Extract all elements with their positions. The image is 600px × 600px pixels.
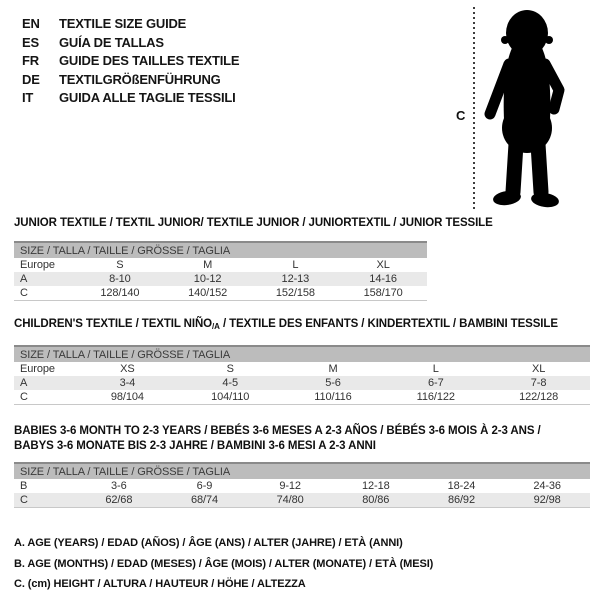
table-row-months: [14, 479, 590, 493]
size-cell: 158/170: [339, 286, 427, 301]
language-row-en: [22, 15, 239, 34]
footnote-height: C. (cm) HEIGHT / ALTURA / HAUTEUR / HÖHE / ALTEZZA: [14, 578, 306, 590]
size-header: SIZE / TALLA / TAILLE / GRÖSSE / TAGLIA: [14, 242, 427, 258]
size-cell: S: [116, 259, 124, 271]
size-header: SIZE / TALLA / TAILLE / GRÖSSE / TAGLIA: [14, 346, 590, 362]
row-label: C: [14, 390, 76, 405]
size-cell: 5-6: [325, 377, 341, 389]
children-title-post: / TEXTILE DES ENFANTS / KINDERTEXTIL / BAMBINI TESSILE: [219, 318, 558, 330]
babies-size-table: [14, 462, 590, 508]
size-cell: 116/122: [384, 390, 487, 405]
size-header-row: [14, 346, 590, 362]
size-cell: XL: [531, 363, 546, 375]
size-cell: XL: [376, 259, 390, 271]
height-measure-label: C: [456, 108, 466, 123]
size-cell: L: [292, 259, 299, 271]
language-title: GUÍA DE TALLAS: [59, 34, 164, 50]
size-header-row: [14, 242, 427, 258]
size-cell: 8-10: [109, 273, 131, 285]
size-cell: 24-36: [533, 480, 561, 492]
size-cell: 128/140: [76, 286, 164, 301]
size-header-row: [14, 463, 590, 479]
footnote-age-years: A. AGE (YEARS) / EDAD (AÑOS) / ÂGE (ANS) / ALTER (JAHRE) / ETÀ (ANNI): [14, 537, 403, 549]
baby-silhouette-icon: [482, 8, 572, 210]
size-cell: 68/74: [162, 493, 248, 508]
size-cell: M: [203, 259, 213, 271]
size-cell: 86/92: [419, 493, 505, 508]
language-row-es: [22, 34, 239, 53]
babies-section-title: [14, 424, 541, 454]
size-cell: 7-8: [530, 377, 547, 389]
size-cell: S: [226, 363, 234, 375]
language-row-it: [22, 89, 239, 108]
size-cell: 18-24: [447, 480, 476, 492]
junior-section-title: JUNIOR TEXTILE / TEXTIL JUNIOR/ TEXTILE JUNIOR / JUNIORTEXTIL / JUNIOR TESSILE: [14, 217, 493, 229]
size-cell: 122/128: [487, 390, 590, 405]
size-cell: 3-6: [111, 480, 127, 492]
size-cell: 92/98: [504, 493, 590, 508]
row-label: Europe: [20, 363, 55, 375]
size-cell: 140/152: [164, 286, 252, 301]
language-title-list: [22, 15, 239, 108]
size-cell: 12-13: [281, 273, 310, 285]
language-title: GUIDA ALLE TAGLIE TESSILI: [59, 90, 236, 105]
size-cell: 98/104: [76, 390, 179, 405]
babies-title-line2: BABYS 3-6 MONATE BIS 2-3 JAHRE / BAMBINI 3-6 MESI A 2-3 ANNI: [14, 440, 376, 452]
language-row-fr: [22, 52, 239, 71]
size-cell: 4-5: [222, 377, 238, 389]
size-cell: 74/80: [247, 493, 333, 508]
size-cell: 104/110: [179, 390, 282, 405]
row-label: C: [14, 286, 76, 301]
children-size-table: [14, 345, 590, 405]
children-section-title: [14, 318, 558, 331]
row-label: Europe: [20, 259, 55, 271]
size-cell: 6-7: [427, 377, 444, 389]
size-cell: 10-12: [193, 273, 222, 285]
language-code: FR: [22, 53, 39, 68]
size-cell: 12-18: [361, 480, 390, 492]
table-row-height: [14, 493, 590, 508]
row-label: C: [14, 493, 76, 508]
language-row-de: [22, 71, 239, 90]
children-title-subscript: /A: [212, 322, 220, 331]
size-cell: 3-4: [119, 377, 136, 389]
table-row-height: [14, 286, 427, 301]
language-title: TEXTILGRÖßENFÜHRUNG: [59, 71, 221, 87]
language-title: GUIDE DES TAILLES TEXTILE: [59, 53, 240, 68]
babies-title-line1: BABIES 3-6 MONTH TO 2-3 YEARS / BEBÉS 3-6 MESES A 2-3 AÑOS / BÉBÉS 3-6 MOIS À 2-3 ANS /: [14, 425, 541, 437]
table-row-age: [14, 376, 590, 390]
size-cell: M: [328, 363, 338, 375]
footnote-age-months: B. AGE (MONTHS) / EDAD (MESES) / ÂGE (MOIS) / ALTER (MONATE) / ETÀ (MESI): [14, 557, 434, 570]
table-row-europe: [14, 362, 590, 376]
junior-size-table: [14, 241, 427, 301]
language-code: EN: [22, 16, 40, 31]
language-code: ES: [22, 34, 39, 50]
children-title-pre: CHILDREN'S TEXTILE / TEXTIL NIÑO: [14, 318, 213, 330]
size-cell: 62/68: [76, 493, 162, 508]
size-cell: L: [432, 363, 439, 375]
height-measure-line: [473, 7, 475, 211]
size-cell: 14-16: [369, 273, 397, 285]
baby-figure: [455, 5, 585, 215]
size-cell: 6-9: [196, 480, 213, 492]
row-label: A: [20, 377, 28, 389]
language-code: DE: [22, 71, 40, 87]
table-row-height: [14, 390, 590, 405]
row-label: A: [20, 273, 28, 285]
table-row-age: [14, 272, 427, 286]
size-cell: 110/116: [282, 390, 385, 405]
size-cell: 9-12: [279, 480, 301, 492]
size-cell: XS: [120, 363, 135, 375]
row-label: B: [20, 480, 28, 492]
language-title: TEXTILE SIZE GUIDE: [59, 16, 187, 31]
table-row-europe: [14, 258, 427, 272]
size-cell: 80/86: [333, 493, 419, 508]
footnote-legend: [14, 533, 433, 595]
size-cell: 152/158: [252, 286, 340, 301]
language-code: IT: [22, 90, 34, 105]
size-header: SIZE / TALLA / TAILLE / GRÖSSE / TAGLIA: [14, 463, 590, 479]
